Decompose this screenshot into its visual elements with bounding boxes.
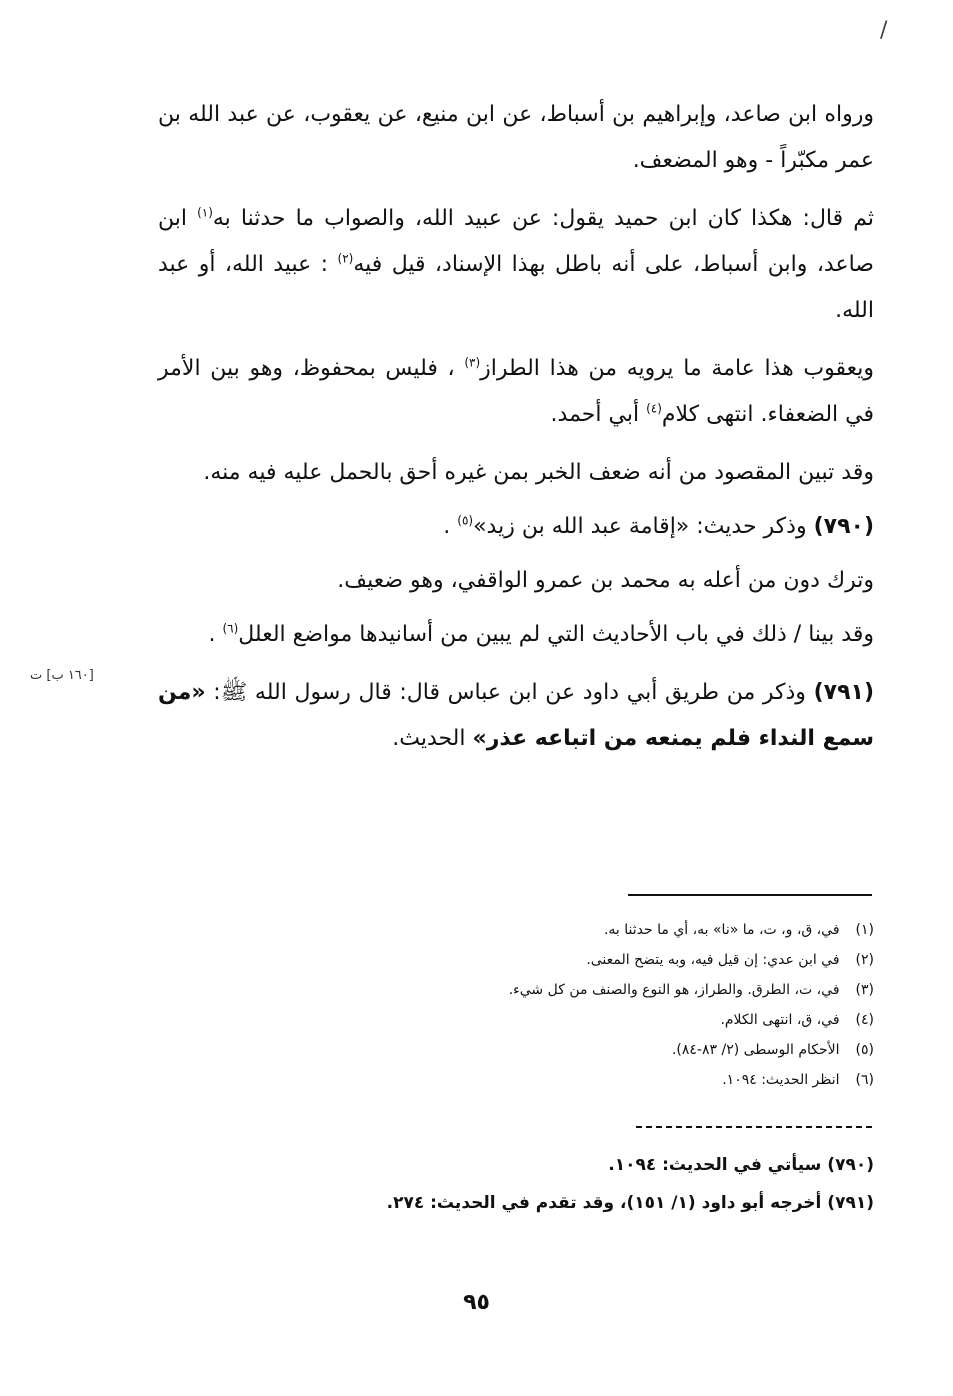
hadith-note-790: [380, 1146, 874, 1184]
footnote-divider: [628, 894, 872, 896]
footnote-4: [400, 1005, 874, 1035]
note-text: أخرجه أبو داود (١/ ١٥١)، وقد تقدم في الحديث: ٢٧٤.: [386, 1193, 822, 1213]
footnote-ref-3: (٣): [464, 355, 481, 370]
note-number: (٧٩١): [827, 1193, 874, 1213]
footnote-text: في، ق، و، ت، ما «نا» به، أي ما حدثنا به.: [603, 922, 840, 938]
footnote-ref-1: (١): [197, 205, 213, 220]
hadith-number-790: (٧٩٠): [813, 514, 874, 539]
footnote-number: (٥): [855, 1042, 874, 1058]
paragraph-6: وترك دون من أعله به محمد بن عمرو الواقفي، وهو ضعيف.: [337, 568, 874, 593]
hadith-notes: [380, 1146, 874, 1222]
paragraph-7: [158, 612, 874, 658]
footnotes: [400, 915, 874, 1095]
paragraph-3: [158, 346, 874, 438]
footnote-ref-2: (٢): [337, 251, 354, 266]
hadith-790-end: .: [443, 514, 451, 539]
footnote-number: (٦): [855, 1072, 874, 1088]
footnote-number: (٣): [855, 982, 874, 998]
paragraph-2-part-b: ابن صاعد، وابن أسباط، على أنه باطل بهذا الإسناد، قيل فيه: [158, 206, 874, 277]
footnote-ref-6: (٦): [222, 621, 239, 636]
paragraph-4: وقد تبين المقصود من أنه ضعف الخبر بمن غيره أحق بالحمل عليه فيه منه.: [203, 460, 874, 485]
paragraph-2-part-a: ثم قال: هكذا كان ابن حميد يقول: عن عبيد الله، والصواب ما حدثنا به: [212, 206, 874, 231]
paragraph-3-part-c: أبي أحمد.: [550, 402, 640, 427]
footnote-text: في ابن عدي: إن قيل فيه، وبه يتضح المعنى.: [586, 952, 840, 968]
footnote-text: انظر الحديث: ١٠٩٤.: [722, 1072, 840, 1088]
footnote-number: (٤): [855, 1012, 874, 1028]
footnote-ref-5: (٥): [457, 513, 474, 528]
paragraph-7-text: وقد بينا / ذلك في باب الأحاديث التي لم يبين من أسانيدها مواضع العلل: [238, 622, 874, 647]
note-text: سيأتي في الحديث: ١٠٩٤.: [608, 1155, 822, 1175]
hadith-791-text: وذكر من طريق أبي داود عن ابن عباس قال: قال رسول الله ﷺ:: [213, 680, 806, 705]
footnote-5: [400, 1035, 874, 1065]
hadith-note-791: [380, 1184, 874, 1222]
hadith-791-quote: «من سمع النداء فلم يمنعه من اتباعه عذر»: [158, 680, 874, 751]
corner-mark: /: [880, 18, 888, 43]
note-number: (٧٩٠): [827, 1155, 874, 1175]
footnote-1: [400, 915, 874, 945]
paragraph-2-part-c: : عبيد الله، أو عبد الله.: [158, 252, 874, 323]
footnote-6: [400, 1065, 874, 1095]
hadith-790-text: وذكر حديث: «إقامة عبد الله بن زيد»: [473, 514, 807, 539]
footnote-text: في، ت، الطرق. والطراز، هو النوع والصنف من كل شيء.: [508, 982, 840, 998]
main-text: [158, 92, 874, 774]
footnote-number: (٢): [855, 952, 874, 968]
footnote-text: الأحكام الوسطى (٢/ ٨٣-٨٤).: [671, 1042, 840, 1058]
paragraph-7-end: .: [208, 622, 216, 647]
footnote-text: في، ق، انتهى الكلام.: [720, 1012, 840, 1028]
paragraph-3-part-a: ويعقوب هذا عامة ما يرويه من هذا الطراز: [480, 356, 874, 381]
hadith-791: [158, 670, 874, 762]
footnote-3: [400, 975, 874, 1005]
paragraph-3-part-b: ، فليس بمحفوظ، وهو بين الأمر في الضعفاء. انتهى كلام: [158, 356, 874, 427]
notes-divider: [636, 1126, 872, 1128]
hadith-790: [158, 504, 874, 550]
hadith-791-end: الحديث.: [392, 726, 466, 751]
page-number: ٩٥: [463, 1290, 490, 1315]
paragraph-1: ورواه ابن صاعد، وإبراهيم بن أسباط، عن ابن منيع، عن يعقوب، عن عبد الله بن عمر مكبّراً - وهو المضعف.: [158, 102, 874, 173]
margin-note: [١٦٠ ب] ت: [30, 668, 94, 683]
footnote-number: (١): [855, 922, 874, 938]
paragraph-2: [158, 196, 874, 334]
footnote-2: [400, 945, 874, 975]
footnote-ref-4: (٤): [646, 401, 662, 416]
hadith-number-791: (٧٩١): [813, 680, 875, 705]
